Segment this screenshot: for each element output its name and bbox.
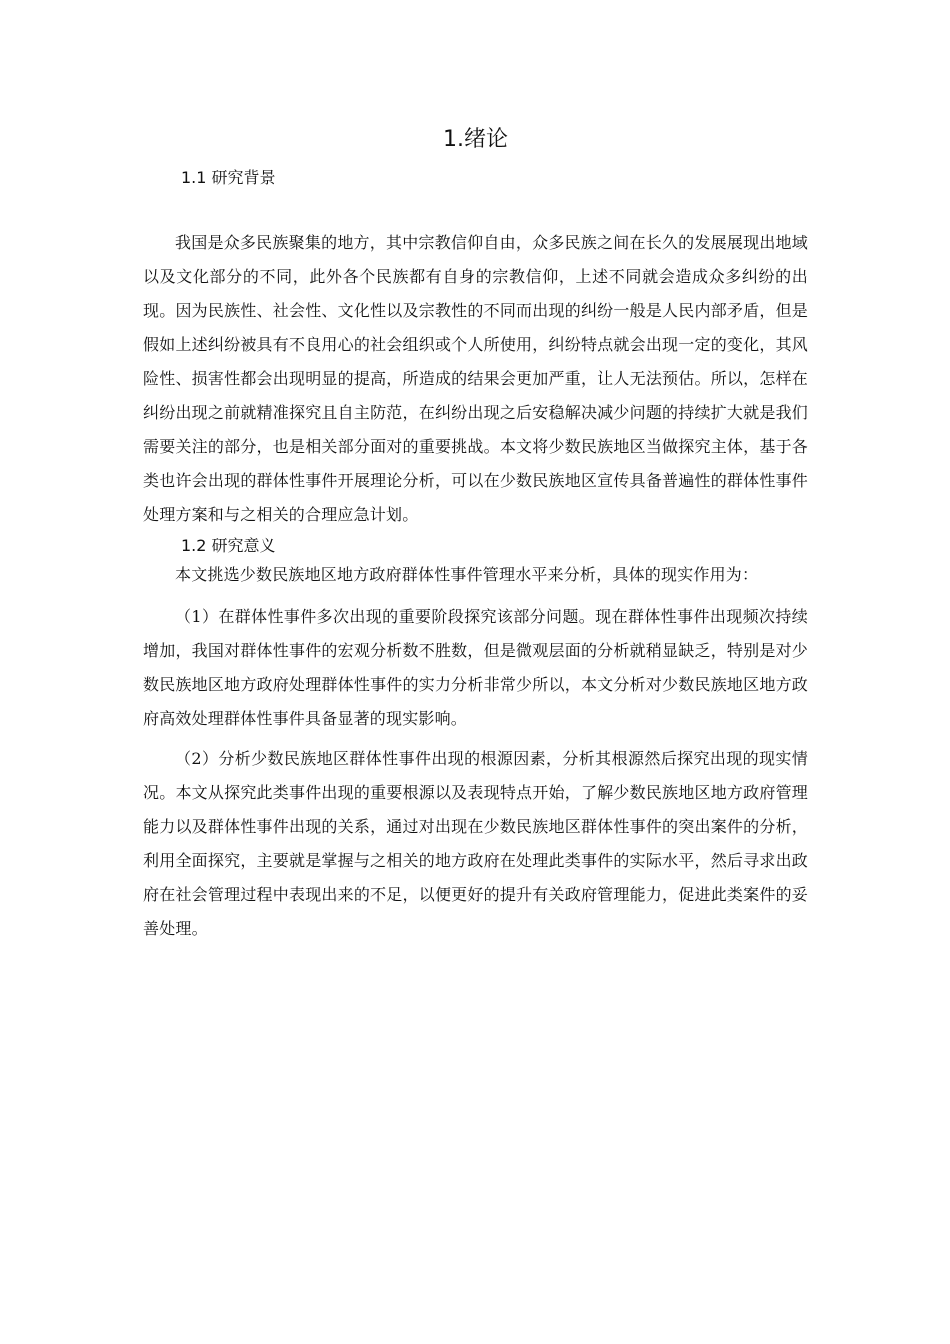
section-heading-significance: 1.2 研究意义 [181,536,276,555]
section-heading-background: 1.1 研究背景 [181,168,276,187]
significance-intro-paragraph: 本文挑选少数民族地区地方政府群体性事件管理水平来分析，具体的现实作用为： [175,565,759,584]
chapter-title: 1.绪论 [443,127,508,152]
page-content [143,120,808,946]
background-paragraph: 我国是众多民族聚集的地方，其中宗教信仰自由，众多民族之间在长久的发展展现出地域以及文化部分的不同，此外各个民族都有自身的宗教信仰，上述不同就会造成众多纠纷的出现。因为民族性、社会性、文化性以及宗教性的不同而出现的纠纷一般是人民内部矛盾，但是假如上述纠纷被具有不良用心的社会组织或个人所使用，纠纷特点就会出现一定的变化，其风险性、损害性都会出现明显的提高，所造成的结果会更加严重，让人无法预估。所以，怎样在纠纷出现之前就精准探究且自主防范，在纠纷出现之后安稳解决减少问题的持续扩大就是我们需要关注的部分，也是相关部分面对的重要挑战。本文将少数民族地区当做探究主体，基于各类也许会出现的群体性事件开展理论分析，可以在少数民族地区宣传具备普遍性的群体性事件处理方案和与之相关的合理应急计划。 [143,233,808,524]
significance-point-2-paragraph: （2）分析少数民族地区群体性事件出现的根源因素，分析其根源然后探究出现的现实情况。本文从探究此类事件出现的重要根源以及表现特点开始，了解少数民族地区地方政府管理能力以及群体性事件出现的关系，通过对出现在少数民族地区群体性事件的突出案件的分析，利用全面探究，主要就是掌握与之相关的地方政府在处理此类事件的实际水平，然后寻求出政府在社会管理过程中表现出来的不足，以便更好的提升有关政府管理能力，促进此类案件的妥善处理。 [143,749,808,938]
significance-point-1-paragraph: （1）在群体性事件多次出现的重要阶段探究该部分问题。现在群体性事件出现频次持续增加，我国对群体性事件的宏观分析数不胜数，但是微观层面的分析就稍显缺乏，特别是对少数民族地区地方政府处理群体性事件的实力分析非常少所以，本文分析对少数民族地区地方政府高效处理群体性事件具备显著的现实影响。 [143,607,808,728]
